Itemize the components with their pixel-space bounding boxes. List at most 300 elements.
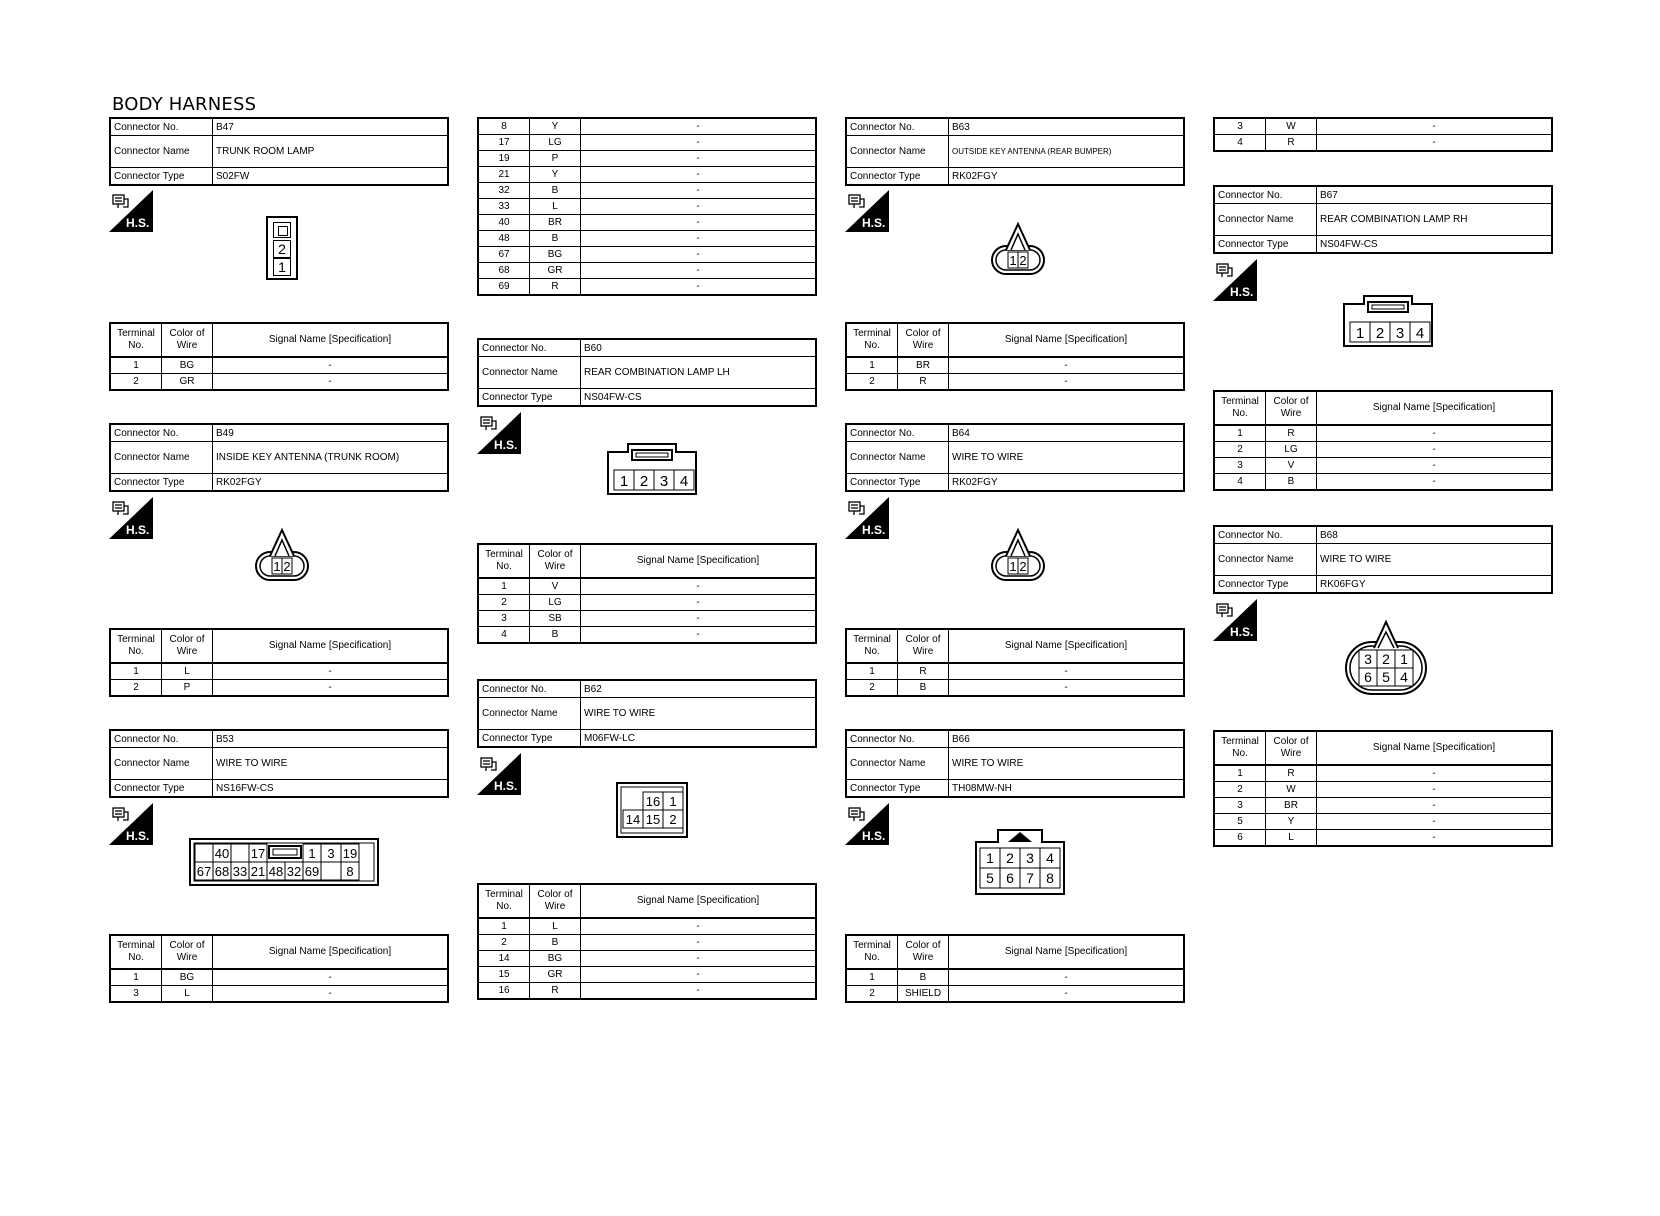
signal-name-cell: - bbox=[581, 627, 817, 644]
signal-name-cell: - bbox=[1317, 474, 1553, 491]
pin-label: 1 bbox=[273, 258, 291, 276]
terminal-no-cell: 2 bbox=[478, 935, 530, 951]
color-header: Color of Wire bbox=[898, 323, 949, 357]
connector-name-value: WIRE TO WIRE bbox=[952, 452, 1024, 463]
connector-no-label: Connector No. bbox=[1215, 187, 1317, 203]
connector-name-label: Connector Name bbox=[479, 698, 581, 729]
terminal-table-b66 bbox=[845, 934, 1185, 1003]
connector-type-label: Connector Type bbox=[1215, 236, 1317, 252]
connector-type-value: RK06FGY bbox=[1320, 578, 1366, 590]
table-row bbox=[478, 967, 816, 983]
wire-color-cell: BG bbox=[162, 969, 213, 986]
wire-color-cell: LG bbox=[530, 595, 581, 611]
connector-name-value: INSIDE KEY ANTENNA (TRUNK ROOM) bbox=[216, 452, 400, 463]
pin-label: 48 bbox=[268, 864, 284, 879]
terminal-no-header: Terminal No. bbox=[846, 323, 898, 357]
signal-name-cell: - bbox=[581, 983, 817, 1000]
table-row bbox=[478, 627, 816, 644]
terminal-no-cell: 40 bbox=[478, 215, 530, 231]
terminal-no-cell: 1 bbox=[110, 357, 162, 374]
terminal-no-cell: 69 bbox=[478, 279, 530, 296]
signal-name-cell: - bbox=[581, 215, 817, 231]
connector-no-label: Connector No. bbox=[847, 425, 949, 441]
table-row bbox=[478, 118, 816, 135]
table-row bbox=[846, 357, 1184, 374]
signal-name-cell: - bbox=[1317, 135, 1553, 152]
connector-b62 bbox=[477, 679, 817, 748]
wire-color-cell: B bbox=[530, 935, 581, 951]
connector-face-b64 bbox=[986, 522, 1050, 591]
table-row bbox=[478, 183, 816, 199]
signal-name-cell: - bbox=[581, 279, 817, 296]
signal-name-cell: - bbox=[1317, 830, 1553, 847]
pin-label: 8 bbox=[346, 864, 354, 879]
pin-label: 68 bbox=[214, 864, 230, 879]
wire-color-cell: BR bbox=[530, 215, 581, 231]
pin-label: 6 bbox=[1006, 870, 1014, 886]
table-row bbox=[478, 231, 816, 247]
terminal-no-cell: 1 bbox=[846, 663, 898, 680]
table-row bbox=[110, 374, 448, 391]
connector-info bbox=[477, 679, 817, 748]
wire-color-cell: L bbox=[530, 918, 581, 935]
pin-label: 15 bbox=[645, 812, 661, 827]
hs-label: H.S. bbox=[126, 829, 150, 843]
signal-name-cell: - bbox=[213, 663, 449, 680]
connector-no-value: B62 bbox=[584, 683, 602, 695]
connector-no-label: Connector No. bbox=[479, 681, 581, 697]
pin-label: 1 bbox=[273, 559, 281, 574]
pin-label: 3 bbox=[659, 473, 669, 490]
terminal-no-cell: 4 bbox=[1214, 135, 1266, 152]
table-row bbox=[846, 680, 1184, 697]
pin-label: 32 bbox=[286, 864, 302, 879]
terminal-no-cell: 1 bbox=[110, 663, 162, 680]
terminal-no-cell: 1 bbox=[110, 969, 162, 986]
pin-label: 2 bbox=[1019, 559, 1027, 574]
terminal-no-cell: 14 bbox=[478, 951, 530, 967]
wire-color-cell: Y bbox=[1266, 814, 1317, 830]
hs-harness-icon bbox=[845, 497, 889, 539]
wire-color-cell: R bbox=[530, 279, 581, 296]
pin-label: 1 bbox=[1400, 651, 1408, 667]
table-row bbox=[1214, 442, 1552, 458]
connector-info bbox=[109, 117, 449, 186]
connector-face-b47 bbox=[266, 216, 298, 280]
table-row bbox=[1214, 425, 1552, 442]
pin-label: 2 bbox=[1019, 253, 1027, 268]
table-row bbox=[110, 969, 448, 986]
terminal-table-b53-continued bbox=[477, 117, 817, 296]
wire-color-cell: B bbox=[530, 231, 581, 247]
pin-label: 2 bbox=[283, 559, 291, 574]
table-row bbox=[478, 263, 816, 279]
terminal-no-cell: 3 bbox=[1214, 118, 1266, 135]
signal-header: Signal Name [Specification] bbox=[213, 935, 449, 969]
connector-no-value: B49 bbox=[216, 427, 234, 439]
connector-no-label: Connector No. bbox=[111, 119, 213, 135]
connector-no-value: B67 bbox=[1320, 189, 1338, 201]
connector-info bbox=[845, 729, 1185, 798]
terminal-no-cell: 19 bbox=[478, 151, 530, 167]
signal-name-cell: - bbox=[949, 680, 1185, 697]
pin-label: 2 bbox=[273, 240, 291, 258]
pin-label: 1 bbox=[669, 794, 677, 809]
table-row bbox=[478, 578, 816, 595]
connector-no-value: B53 bbox=[216, 733, 234, 745]
terminal-no-cell: 68 bbox=[478, 263, 530, 279]
wire-color-cell: R bbox=[1266, 135, 1317, 152]
connector-name-value: WIRE TO WIRE bbox=[584, 708, 656, 719]
connector-type-value: NS04FW-CS bbox=[584, 391, 642, 403]
wire-color-cell: L bbox=[530, 199, 581, 215]
connector-name-label: Connector Name bbox=[1215, 544, 1317, 575]
signal-name-cell: - bbox=[581, 167, 817, 183]
connector-face-b53 bbox=[189, 838, 379, 891]
lock-tab bbox=[273, 222, 291, 238]
connector-type-label: Connector Type bbox=[847, 780, 949, 796]
signal-name-cell: - bbox=[581, 135, 817, 151]
connector-info bbox=[845, 117, 1185, 186]
signal-name-cell: - bbox=[581, 118, 817, 135]
connector-b60 bbox=[477, 338, 817, 407]
table-row bbox=[846, 986, 1184, 1003]
table-row bbox=[478, 983, 816, 1000]
terminal-no-cell: 67 bbox=[478, 247, 530, 263]
signal-header: Signal Name [Specification] bbox=[581, 544, 817, 578]
connector-no-value: B64 bbox=[952, 427, 970, 439]
terminal-no-cell: 2 bbox=[846, 374, 898, 391]
pin-label: 14 bbox=[625, 812, 641, 827]
connector-no-label: Connector No. bbox=[111, 425, 213, 441]
terminal-no-cell: 21 bbox=[478, 167, 530, 183]
hs-label: H.S. bbox=[494, 779, 518, 793]
wire-color-cell: R bbox=[1266, 425, 1317, 442]
terminal-no-cell: 15 bbox=[478, 967, 530, 983]
connector-no-value: B60 bbox=[584, 342, 602, 354]
wire-color-cell: B bbox=[530, 183, 581, 199]
connector-name-label: Connector Name bbox=[847, 748, 949, 779]
pin-label: 1 bbox=[1009, 253, 1017, 268]
connector-no-value: B68 bbox=[1320, 529, 1338, 541]
table-row bbox=[846, 374, 1184, 391]
connector-b67 bbox=[1213, 185, 1553, 254]
wire-color-cell: W bbox=[1266, 118, 1317, 135]
wire-color-cell: B bbox=[530, 627, 581, 644]
connector-type-value: TH08MW-NH bbox=[952, 782, 1012, 794]
signal-name-cell: - bbox=[949, 969, 1185, 986]
terminal-no-header: Terminal No. bbox=[110, 629, 162, 663]
connector-type-value: RK02FGY bbox=[952, 170, 998, 182]
color-header: Color of Wire bbox=[162, 935, 213, 969]
hs-harness-icon bbox=[845, 803, 889, 845]
terminal-no-cell: 4 bbox=[478, 627, 530, 644]
terminal-table-b47 bbox=[109, 322, 449, 391]
pin-label: 3 bbox=[1026, 850, 1034, 866]
pin-label: 19 bbox=[342, 846, 358, 861]
signal-name-cell: - bbox=[581, 951, 817, 967]
wire-color-cell: BG bbox=[530, 247, 581, 263]
signal-header: Signal Name [Specification] bbox=[949, 629, 1185, 663]
terminal-no-header: Terminal No. bbox=[110, 323, 162, 357]
pin-label: 1 bbox=[619, 473, 629, 490]
pin-label: 4 bbox=[1400, 669, 1408, 685]
pin-label: 2 bbox=[1375, 325, 1385, 342]
connector-info bbox=[845, 423, 1185, 492]
pin-label: 2 bbox=[1006, 850, 1014, 866]
wire-color-cell: BR bbox=[898, 357, 949, 374]
pin-label: 3 bbox=[1395, 325, 1405, 342]
connector-no-label: Connector No. bbox=[111, 731, 213, 747]
pin-label: 8 bbox=[1046, 870, 1054, 886]
terminal-table-b68 bbox=[1213, 730, 1553, 847]
connector-face-b66 bbox=[974, 828, 1066, 901]
hs-harness-icon bbox=[109, 190, 153, 232]
connector-type-label: Connector Type bbox=[847, 168, 949, 184]
terminal-no-header: Terminal No. bbox=[110, 935, 162, 969]
hs-harness-icon bbox=[477, 753, 521, 795]
signal-name-cell: - bbox=[1317, 814, 1553, 830]
connector-info bbox=[109, 423, 449, 492]
signal-name-cell: - bbox=[581, 183, 817, 199]
terminal-table-b67 bbox=[1213, 390, 1553, 491]
wire-color-cell: W bbox=[1266, 782, 1317, 798]
connector-name-value: TRUNK ROOM LAMP bbox=[216, 146, 315, 157]
table-row bbox=[110, 680, 448, 697]
connector-face-b62 bbox=[616, 782, 688, 843]
signal-name-cell: - bbox=[213, 680, 449, 697]
hs-label: H.S. bbox=[1230, 625, 1254, 639]
terminal-no-cell: 4 bbox=[1214, 474, 1266, 491]
connector-b68 bbox=[1213, 525, 1553, 594]
hs-label: H.S. bbox=[1230, 285, 1254, 299]
pin-label: 3 bbox=[327, 846, 335, 861]
color-header: Color of Wire bbox=[162, 629, 213, 663]
terminal-no-header: Terminal No. bbox=[846, 935, 898, 969]
table-row bbox=[110, 663, 448, 680]
table-row bbox=[1214, 458, 1552, 474]
connector-face-b63 bbox=[986, 216, 1050, 285]
terminal-no-cell: 2 bbox=[1214, 782, 1266, 798]
signal-name-cell: - bbox=[1317, 442, 1553, 458]
terminal-no-cell: 2 bbox=[478, 595, 530, 611]
signal-name-cell: - bbox=[949, 986, 1185, 1003]
terminal-no-cell: 3 bbox=[1214, 798, 1266, 814]
connector-name-value: WIRE TO WIRE bbox=[952, 758, 1024, 769]
terminal-table-b63 bbox=[845, 322, 1185, 391]
color-header: Color of Wire bbox=[1266, 391, 1317, 425]
connector-type-label: Connector Type bbox=[111, 168, 213, 184]
terminal-no-cell: 1 bbox=[1214, 765, 1266, 782]
pin-label: 21 bbox=[250, 864, 266, 879]
terminal-no-cell: 2 bbox=[1214, 442, 1266, 458]
table-row bbox=[1214, 474, 1552, 491]
table-row bbox=[478, 199, 816, 215]
connector-type-value: RK02FGY bbox=[952, 476, 998, 488]
connector-name-label: Connector Name bbox=[847, 136, 949, 167]
connector-info bbox=[477, 338, 817, 407]
terminal-no-cell: 1 bbox=[846, 357, 898, 374]
table-row bbox=[1214, 782, 1552, 798]
connector-b47 bbox=[109, 117, 449, 186]
wire-color-cell: R bbox=[1266, 765, 1317, 782]
wire-color-cell: Y bbox=[530, 118, 581, 135]
color-header: Color of Wire bbox=[898, 935, 949, 969]
pin-label: 6 bbox=[1364, 669, 1372, 685]
color-header: Color of Wire bbox=[1266, 731, 1317, 765]
signal-name-cell: - bbox=[1317, 118, 1553, 135]
connector-type-label: Connector Type bbox=[111, 474, 213, 490]
signal-name-cell: - bbox=[581, 263, 817, 279]
connector-no-value: B66 bbox=[952, 733, 970, 745]
connector-name-value: OUTSIDE KEY ANTENNA (REAR BUMPER) bbox=[952, 147, 1112, 156]
terminal-no-cell: 3 bbox=[1214, 458, 1266, 474]
color-header: Color of Wire bbox=[530, 544, 581, 578]
hs-harness-icon bbox=[845, 190, 889, 232]
wire-color-cell: B bbox=[898, 680, 949, 697]
connector-no-label: Connector No. bbox=[1215, 527, 1317, 543]
table-row bbox=[1214, 814, 1552, 830]
table-row bbox=[110, 986, 448, 1003]
terminal-table-b66-continued bbox=[1213, 117, 1553, 152]
signal-name-cell: - bbox=[581, 578, 817, 595]
connector-info bbox=[1213, 525, 1553, 594]
signal-name-cell: - bbox=[1317, 765, 1553, 782]
terminal-no-cell: 1 bbox=[478, 918, 530, 935]
signal-name-cell: - bbox=[213, 374, 449, 391]
pin-label: 5 bbox=[986, 870, 994, 886]
wire-color-cell: LG bbox=[1266, 442, 1317, 458]
connector-no-label: Connector No. bbox=[847, 731, 949, 747]
pin-label: 3 bbox=[1364, 651, 1372, 667]
connector-no-value: B47 bbox=[216, 121, 234, 133]
connector-type-label: Connector Type bbox=[1215, 576, 1317, 592]
signal-name-cell: - bbox=[581, 231, 817, 247]
wire-color-cell: B bbox=[1266, 474, 1317, 491]
signal-name-cell: - bbox=[581, 967, 817, 983]
signal-name-cell: - bbox=[581, 918, 817, 935]
terminal-no-cell: 8 bbox=[478, 118, 530, 135]
hs-harness-icon bbox=[1213, 599, 1257, 641]
table-row bbox=[478, 151, 816, 167]
color-header: Color of Wire bbox=[898, 629, 949, 663]
connector-type-value: S02FW bbox=[216, 170, 250, 182]
terminal-no-cell: 2 bbox=[110, 374, 162, 391]
connector-face-b49 bbox=[250, 522, 314, 591]
signal-header: Signal Name [Specification] bbox=[949, 935, 1185, 969]
signal-name-cell: - bbox=[1317, 425, 1553, 442]
table-row bbox=[478, 135, 816, 151]
signal-name-cell: - bbox=[1317, 798, 1553, 814]
signal-header: Signal Name [Specification] bbox=[213, 629, 449, 663]
pin-label: 1 bbox=[308, 846, 316, 861]
wire-color-cell: BR bbox=[1266, 798, 1317, 814]
table-row bbox=[1214, 798, 1552, 814]
connector-type-label: Connector Type bbox=[847, 474, 949, 490]
connector-no-label: Connector No. bbox=[479, 340, 581, 356]
connector-name-label: Connector Name bbox=[111, 748, 213, 779]
connector-name-label: Connector Name bbox=[479, 357, 581, 388]
pin-label: 40 bbox=[214, 846, 230, 861]
wire-color-cell: LG bbox=[530, 135, 581, 151]
terminal-no-cell: 5 bbox=[1214, 814, 1266, 830]
wire-color-cell: SB bbox=[530, 611, 581, 627]
pin-label: 33 bbox=[232, 864, 248, 879]
wire-color-cell: V bbox=[1266, 458, 1317, 474]
terminal-no-cell: 2 bbox=[110, 680, 162, 697]
signal-name-cell: - bbox=[581, 151, 817, 167]
wire-color-cell: L bbox=[162, 663, 213, 680]
table-row bbox=[110, 357, 448, 374]
table-row bbox=[478, 935, 816, 951]
connector-type-value: RK02FGY bbox=[216, 476, 262, 488]
table-row bbox=[478, 918, 816, 935]
signal-name-cell: - bbox=[581, 247, 817, 263]
signal-name-cell: - bbox=[949, 374, 1185, 391]
connector-type-value: NS16FW-CS bbox=[216, 782, 274, 794]
signal-name-cell: - bbox=[1317, 458, 1553, 474]
table-row bbox=[1214, 765, 1552, 782]
terminal-no-cell: 1 bbox=[1214, 425, 1266, 442]
wire-color-cell: B bbox=[898, 969, 949, 986]
connector-type-value: M06FW-LC bbox=[584, 732, 635, 744]
connector-no-label: Connector No. bbox=[847, 119, 949, 135]
wire-color-cell: R bbox=[898, 663, 949, 680]
connector-name-label: Connector Name bbox=[111, 136, 213, 167]
terminal-no-header: Terminal No. bbox=[478, 884, 530, 918]
table-row bbox=[478, 167, 816, 183]
hs-label: H.S. bbox=[494, 438, 518, 452]
wire-color-cell: P bbox=[162, 680, 213, 697]
pin-label: 2 bbox=[669, 812, 677, 827]
wire-color-cell: GR bbox=[530, 263, 581, 279]
signal-header: Signal Name [Specification] bbox=[1317, 731, 1553, 765]
table-row bbox=[478, 279, 816, 296]
wire-color-cell: Y bbox=[530, 167, 581, 183]
table-row bbox=[478, 951, 816, 967]
wire-color-cell: BG bbox=[530, 951, 581, 967]
pin-label: 17 bbox=[250, 846, 266, 861]
wire-color-cell: R bbox=[898, 374, 949, 391]
wire-color-cell: GR bbox=[530, 967, 581, 983]
color-header: Color of Wire bbox=[530, 884, 581, 918]
table-row bbox=[1214, 118, 1552, 135]
wire-color-cell: R bbox=[530, 983, 581, 1000]
terminal-no-cell: 6 bbox=[1214, 830, 1266, 847]
connector-b66 bbox=[845, 729, 1185, 798]
table-row bbox=[478, 247, 816, 263]
signal-header: Signal Name [Specification] bbox=[581, 884, 817, 918]
terminal-table-b53 bbox=[109, 934, 449, 1003]
signal-name-cell: - bbox=[949, 663, 1185, 680]
connector-name-value: REAR COMBINATION LAMP LH bbox=[584, 367, 730, 378]
hs-harness-icon bbox=[477, 412, 521, 454]
connector-b63 bbox=[845, 117, 1185, 186]
hs-label: H.S. bbox=[126, 216, 150, 230]
terminal-no-cell: 32 bbox=[478, 183, 530, 199]
signal-name-cell: - bbox=[213, 357, 449, 374]
signal-header: Signal Name [Specification] bbox=[213, 323, 449, 357]
pin-label: 2 bbox=[1382, 651, 1390, 667]
terminal-table-b60 bbox=[477, 543, 817, 644]
page-title: BODY HARNESS bbox=[112, 94, 257, 115]
color-header: Color of Wire bbox=[162, 323, 213, 357]
pin-label: 1 bbox=[1009, 559, 1017, 574]
signal-header: Signal Name [Specification] bbox=[949, 323, 1185, 357]
terminal-no-header: Terminal No. bbox=[478, 544, 530, 578]
pin-label: 1 bbox=[1355, 325, 1365, 342]
connector-type-label: Connector Type bbox=[479, 389, 581, 405]
